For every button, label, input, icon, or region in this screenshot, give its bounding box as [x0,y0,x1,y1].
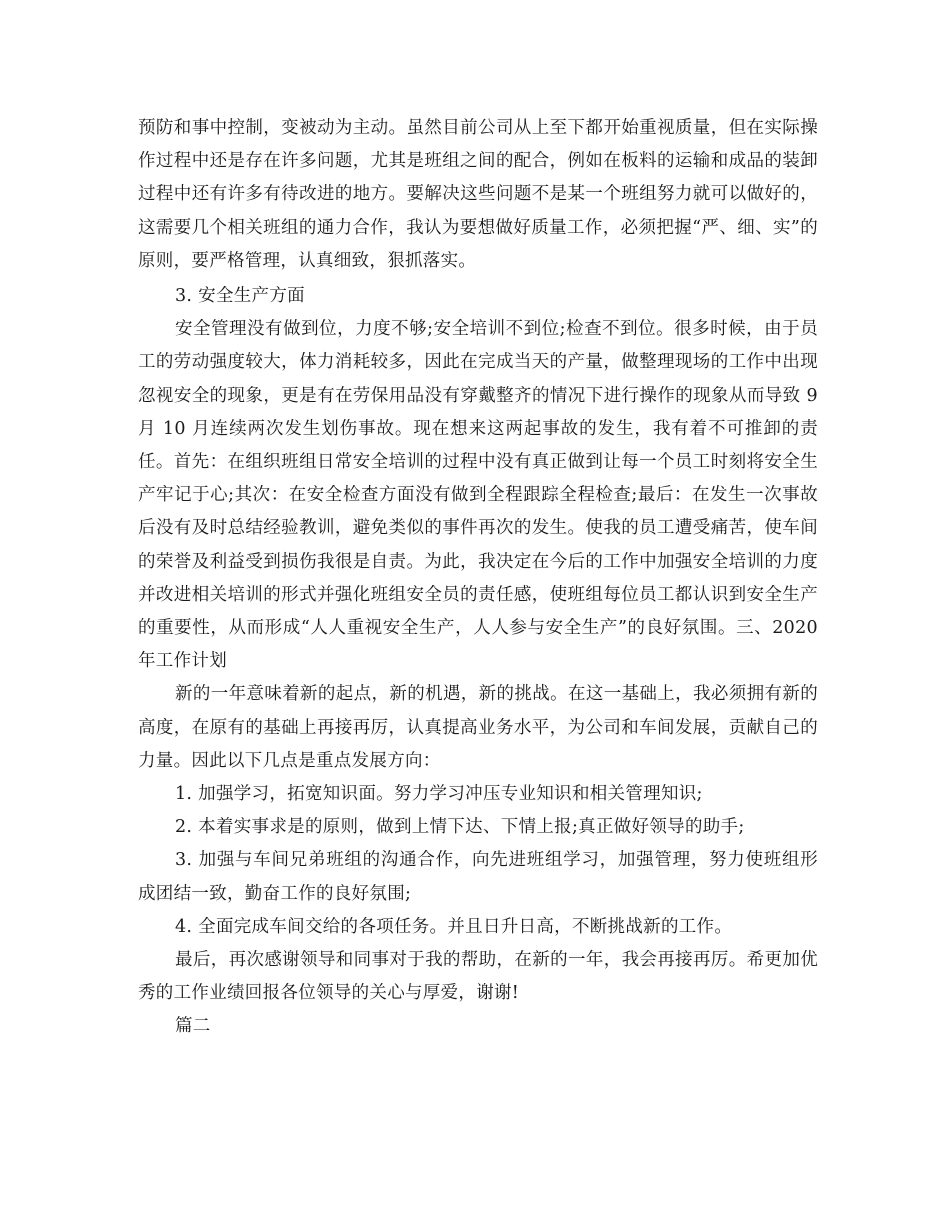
plan-item-4: 4. 全面完成车间交给的各项任务。并且日升日高，不断挑战新的工作。 [175,916,733,937]
paragraph-new-year: 新的一年意味着新的起点，新的机遇，新的挑战。在这一基础上，我必须拥有新的高度，在原有的基础上再接再厉，认真提高业务水平，为公司和车间发展，贡献自己的力量。因此以下几点是重点发展方向： [138,684,818,771]
section-heading-safety: 3. 安全生产方面 [175,286,305,307]
paragraph-quality-continued: 预防和事中控制，变被动为主动。虽然目前公司从上至下都开始重视质量，但在实际操作过程中还是存在许多问题，尤其是班组之间的配合，例如在板料的运输和成品的装卸过程中还有许多有待改进的地方。要解决这些问题不是某一个班组努力就可以做好的，这需要几个相关班组的通力合作，我认为要想做好质量工作，必须把握“严、细、实”的原则，要严格管理，认真细致，狠抓落实。 [138,118,818,271]
plan-item-1: 1. 加强学习，拓宽知识面。努力学习冲压专业知识和相关管理知识; [175,784,703,805]
document-body [138,112,818,1044]
paragraph-safety: 安全管理没有做到位，力度不够;安全培训不到位;检查不到位。很多时候，由于员工的劳动强度较大，体力消耗较多，因此在完成当天的产量，做整理现场的工作中出现忽视安全的现象，更是有在劳保用品没有穿戴整齐的情况下进行操作的现象从而导致 9 月 10 月连续两次发生划伤事故。现在想来这两起事故的发生，我有着不可推卸的责任。首先：在组织班组日常安全培训的过程中没有真正做到让每一个员工时刻将安全生产牢记于心;其次：在安全检查方面没有做到全程跟踪全程检查;最后：在发生一次事故后没有及时总结经验教训，避免类似的事件再次的发生。使我的员工遭受痛苦，使车间的荣誉及利益受到损伤我很是自责。为此，我决定在今后的工作中加强安全培训的力度并改进相关培训的形式并强化班组安全员的责任感，使班组每位员工都认识到安全生产的重要性，从而形成“人人重视安全生产，人人参与安全生产”的良好氛围。三、2020 年工作计划 [138,319,818,672]
section-heading-part-two: 篇二 [175,1016,211,1037]
plan-item-2: 2. 本着实事求是的原则，做到上情下达、下情上报;真正做好领导的助手; [175,817,745,838]
paragraph-closing: 最后，再次感谢领导和同事对于我的帮助，在新的一年，我会再接再厉。希更加优秀的工作业绩回报各位领导的关心与厚爱，谢谢! [138,950,818,1004]
plan-item-3: 3. 加强与车间兄弟班组的沟通合作，向先进班组学习，加强管理，努力使班组形成团结一致，勤奋工作的良好氛围; [138,850,818,904]
